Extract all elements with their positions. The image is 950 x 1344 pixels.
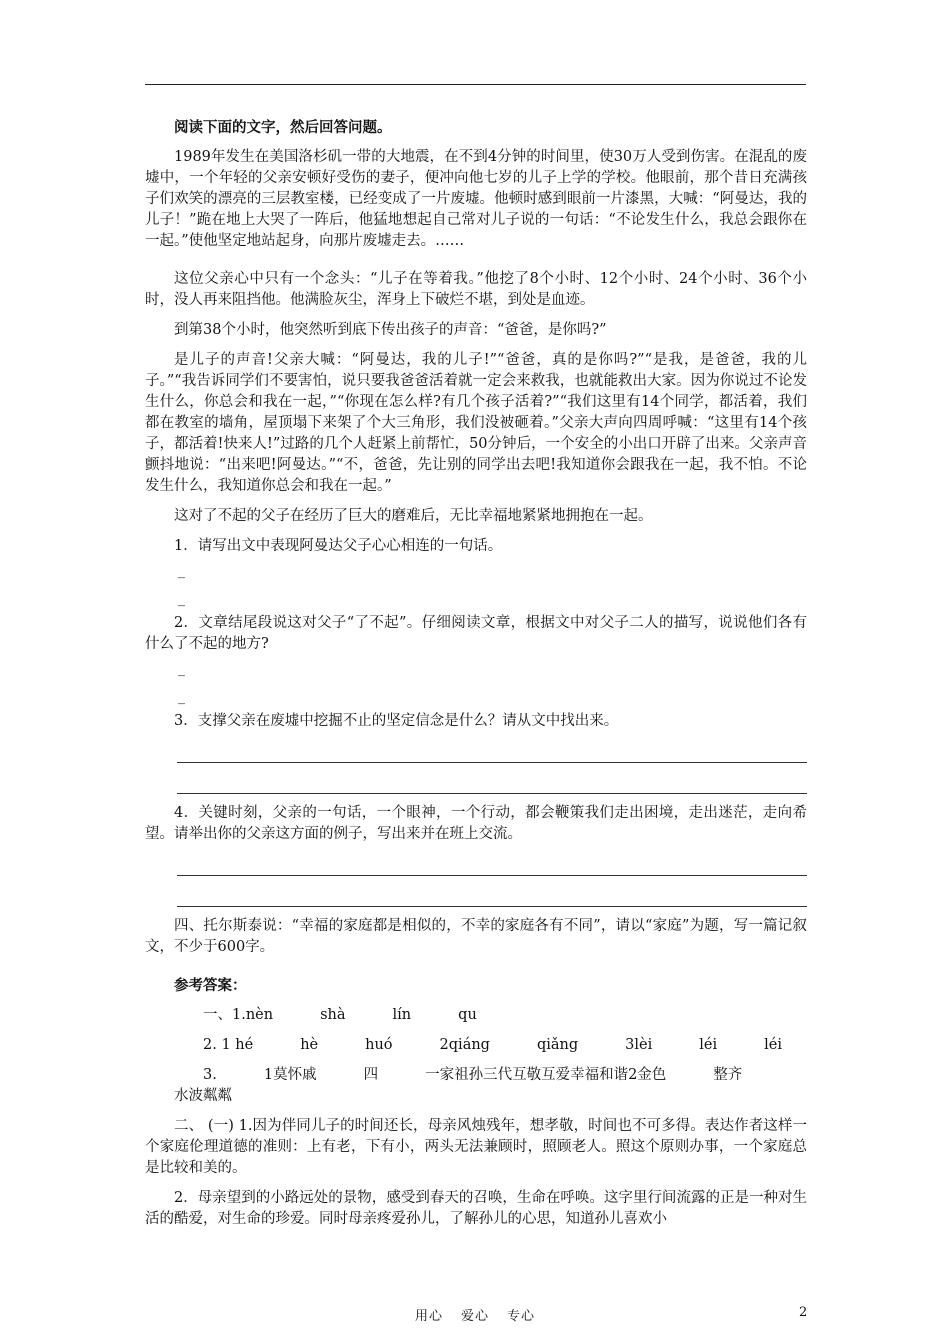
answer-item: 3.	[203, 1067, 217, 1083]
answer-item: 整齐	[713, 1067, 743, 1083]
answer-line	[177, 845, 807, 876]
question-2: 2．文章结尾段说这对父子“了不起”。仔细阅读文章，根据文中对父子二人的描写，说说他们各有什么了不起的地方?	[145, 615, 807, 652]
document-body	[145, 117, 807, 1230]
answer-item: 一、1.nèn	[203, 1007, 274, 1023]
question-4: 4．关键时刻，父亲的一句话，一个眼神，一个行动，都会鞭策我们走出困境，走出迷茫，走向希望。请举出你的父亲这方面的例子，写出来并在班上交流。	[145, 805, 807, 842]
answer-item: qiǎng	[536, 1037, 579, 1053]
header-rule	[145, 84, 806, 85]
answer-item: 3lèi	[625, 1037, 653, 1053]
page-number: 2	[799, 1305, 808, 1320]
answer-item: 2qiáng	[439, 1037, 490, 1053]
passage-paragraph-1: 1989年发生在美国洛杉矶一带的大地震，在不到4分钟的时间里，使30万人受到伤害。在混乱的废墟中，一个年轻的父亲安顿好受伤的妻子，便冲向他七岁的儿子上学的学校。他眼前，那个昔日充满孩子们欢笑的漂亮的三层教室楼，已经变成了一片废墟。他顿时感到眼前一片漆黑，大喊：“阿曼达，我的儿子！”跪在地上大哭了一阵后，他猛地想起自己常对儿子说的一句话：“不论发生什么，我总会跟你在一起。”使他坚定地站起身，向那片废墟走去。……	[145, 149, 807, 249]
answer-paragraph-2: 2．母亲望到的小路远处的景物，感受到春天的召唤，生命在呼唤。这字里行间流露的正是一种对生活的酷爱，对生命的珍爱。同时母亲疼爱孙儿，了解孙儿的心思，知道孙儿喜欢小	[145, 1190, 807, 1227]
footer-motto: 用心	[414, 1309, 443, 1324]
passage-paragraph-5: 这对了不起的父子在经历了巨大的磨难后，无比幸福地紧紧地拥抱在一起。	[174, 508, 653, 524]
answer-item: léi	[699, 1037, 718, 1053]
answer-item: 四	[363, 1067, 379, 1083]
passage-paragraph-2: 这位父亲心中只有一个念头：“儿子在等着我。”他挖了8个小时、12个小时、24个小时、36个小时，没人再来阻挡他。他满脸灰尘，浑身上下破烂不堪，到处是血迹。	[145, 271, 807, 308]
footer-motto: 爱心	[460, 1309, 489, 1324]
question-1: 1．请写出文中表现阿曼达父子心心相连的一句话。	[174, 538, 503, 554]
answer-paragraph-1: 二、 (一) 1.因为伴同儿子的时间还长，母亲风烛残年，想孝敬，时间也不可多得。表达作者这样一个家庭伦理道德的准则：上有老，下有小，两头无法兼顾时，照顾老人。照这个原则办事，一个家庭总是比较和美的。	[145, 1118, 807, 1176]
answer-row-2	[145, 1035, 807, 1056]
answer-item: 1莫怀戚	[263, 1067, 317, 1083]
answer-line	[177, 876, 807, 907]
answers-title: 参考答案：	[174, 977, 247, 994]
question-3: 3．支撑父亲在废墟中挖掘不止的坚定信念是什么？请从文中找出来。	[174, 713, 619, 729]
page-footer	[0, 1305, 950, 1324]
answer-item: léi	[764, 1037, 782, 1053]
reading-heading: 阅读下面的文字，然后回答问题。	[174, 119, 392, 136]
answer-blank: _	[178, 689, 185, 705]
answer-item: huó	[365, 1037, 393, 1053]
footer-motto: 专心	[507, 1309, 536, 1324]
answer-line	[177, 763, 807, 794]
answer-blank: _	[178, 591, 185, 607]
answer-line	[177, 732, 807, 763]
answer-row-1	[145, 1005, 807, 1026]
answer-item: lín	[392, 1007, 412, 1023]
passage-paragraph-4: 是儿子的声音!父亲大喊：“阿曼达，我的儿子!”“爸爸，真的是你吗?”“是我，是爸爸，我的儿子。”“我告诉同学们不要害怕，说只要我爸爸活着就一定会来救我，也就能救出大家。因为你说过不论发生什么，你总会和我在一起，”“你现在怎么样?有几个孩子活着?”“我们这里有14个同学，都活着，我们都在教室的墙角，屋顶塌下来架了个大三角形，我们没被砸着。”父亲大声向四周呼喊：“这里有14个孩子，都活着!快来人!”过路的几个人赶紧上前帮忙，50分钟后，一个安全的小出口开辟了出来。父亲声音颤抖地说：“出来吧!阿曼达。”“不，爸爸，先让别的同学出去吧!我知道你会跟我在一起，我不怕。不论发生什么，我知道你总会和我在一起。”	[145, 352, 807, 494]
answer-item: hè	[300, 1037, 319, 1053]
answer-row-3	[145, 1065, 807, 1107]
answer-item: shà	[320, 1007, 346, 1023]
passage-paragraph-3: 到第38个小时，他突然听到底下传出孩子的声音：“爸爸，是你吗?”	[174, 322, 607, 338]
answer-item: 2. 1 hé	[203, 1037, 254, 1053]
answer-item: 一家祖孙三代互敬互爱幸福和谐2金色	[425, 1067, 667, 1083]
answer-blank: _	[178, 563, 185, 579]
answer-blank: _	[178, 661, 185, 677]
answer-item: 水波粼粼	[174, 1088, 232, 1104]
answer-item: qu	[458, 1007, 477, 1023]
essay-prompt: 四、托尔斯泰说：“幸福的家庭都是相似的，不幸的家庭各有不同”，请以“家庭”为题，写一篇记叙文，不少于600字。	[145, 918, 807, 955]
